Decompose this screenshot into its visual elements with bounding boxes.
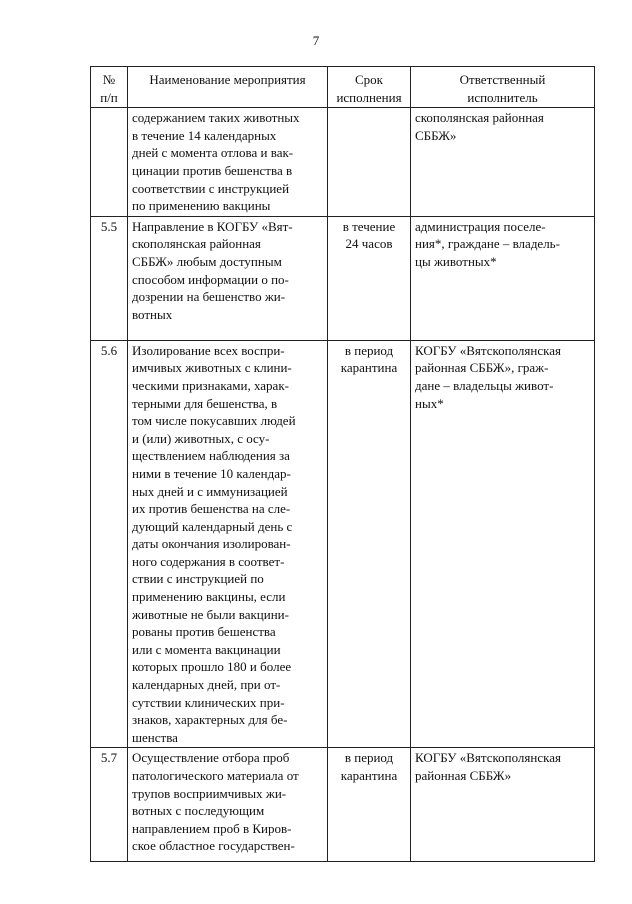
text-line: по применению вакцины [132, 198, 271, 214]
row-term [328, 216, 411, 340]
text-line: ных* [415, 395, 444, 411]
text-line: трупов восприимчивых жи- [132, 785, 287, 801]
text-line: № [102, 72, 116, 87]
text-line: соответствии с инструкцией [132, 180, 290, 196]
text-line: исполнения [336, 89, 402, 105]
row-number: 5.6 [91, 340, 128, 748]
text-line: ствии с инструкцией по [132, 571, 264, 587]
table-header-row [91, 67, 595, 108]
row-number: 5.7 [91, 748, 128, 862]
text-line: или с момента вакцинации [132, 641, 281, 657]
text-line: дней с момента отлова и вак- [132, 145, 294, 161]
text-line: в период [344, 342, 394, 358]
text-line: карантина [340, 768, 398, 783]
table-row [91, 108, 595, 217]
text-line: способом информации о по- [132, 271, 289, 287]
text-line: применению вакцины, если [132, 589, 286, 605]
text-line: Срок [355, 72, 383, 87]
header-name [128, 67, 328, 108]
text-line: карантина [340, 360, 398, 376]
text-line: и (или) животных, с осу- [132, 430, 270, 446]
page-number: 7 [312, 33, 320, 48]
text-line: ними в течение 10 календар- [132, 465, 291, 481]
text-line: Направление в КОГБУ «Вят- [132, 218, 293, 234]
header-responsible [411, 67, 595, 108]
text-line: имчивых животных с клини- [132, 360, 292, 376]
text-line: Изолирование всех воспри- [132, 342, 285, 358]
text-line: в течение 14 календарных [132, 127, 277, 143]
text-line: районная СББЖ», граж- [415, 360, 549, 376]
text-line: исполнитель [467, 89, 538, 105]
row-name [128, 216, 328, 340]
text-line: их против бешенства на сле- [132, 501, 291, 517]
text-line: 24 часов [345, 236, 393, 252]
row-name [128, 108, 328, 217]
text-line: содержанием таких животных [132, 110, 300, 126]
text-line: ществлением наблюдения за [132, 448, 290, 464]
text-line: администрация поселе- [415, 218, 546, 234]
text-line: п/п [100, 89, 118, 105]
table-row [91, 340, 595, 748]
text-line: ческими признаками, харак- [132, 377, 289, 393]
text-line: районная СББЖ» [415, 768, 512, 783]
text-line: в течение [342, 218, 396, 234]
text-line: дане – владельцы живот- [415, 377, 554, 393]
header-term [328, 67, 411, 108]
text-line: ного содержания в соответ- [132, 553, 285, 569]
text-line: КОГБУ «Вятскополянская [415, 342, 561, 358]
text-line: Ответственный [459, 72, 546, 87]
text-line: направлением проб в Киров- [132, 820, 292, 836]
row-responsible [411, 748, 595, 862]
text-line: вотных [132, 306, 173, 322]
text-line: терными для бешенства, в [132, 395, 278, 411]
text-line: дозрении на бешенство жи- [132, 289, 286, 305]
text-line: которых прошло 180 и более [132, 659, 292, 675]
text-line: СББЖ» любым доступным [132, 253, 282, 269]
text-line: Осуществление отбора проб [132, 750, 290, 766]
text-line: ния*, граждане – владель- [415, 236, 560, 252]
table-row [91, 216, 595, 340]
text-line: животные не были вакцини- [132, 606, 289, 622]
text-line: рованы против бешенства [132, 624, 276, 640]
text-line: даты окончания изолирован- [132, 536, 291, 552]
row-responsible [411, 108, 595, 217]
text-line: цы животных* [415, 253, 497, 269]
row-number [91, 108, 128, 217]
text-line: шенства [132, 729, 178, 745]
text-line: цинации против бешенства в [132, 162, 293, 178]
row-responsible [411, 216, 595, 340]
row-responsible [411, 340, 595, 748]
row-name [128, 340, 328, 748]
text-line: скополянская районная [132, 236, 261, 252]
text-line: дующий календарный день с [132, 518, 293, 534]
row-term [328, 108, 411, 217]
text-line: ных дней и с иммунизацией [132, 483, 288, 499]
text-line: ское областное государствен- [132, 838, 295, 854]
measures-table [90, 66, 595, 862]
text-line: СББЖ» [415, 127, 457, 143]
row-name [128, 748, 328, 862]
text-line: знаков, характерных для бе- [132, 712, 288, 728]
text-line: Наименование мероприятия [149, 72, 306, 87]
header-number [91, 67, 128, 108]
text-line: в период [344, 750, 394, 766]
table-row [91, 748, 595, 862]
text-line: том числе покусавших людей [132, 413, 296, 429]
text-line: скополянская районная [415, 110, 544, 126]
text-line: патологического материала от [132, 768, 299, 783]
text-line: календарных дней, при от- [132, 677, 281, 693]
row-term [328, 748, 411, 862]
row-term [328, 340, 411, 748]
row-number: 5.5 [91, 216, 128, 340]
text-line: КОГБУ «Вятскополянская [415, 750, 561, 766]
text-line: вотных с последующим [132, 803, 265, 819]
text-line: сутствии клинических при- [132, 694, 285, 710]
